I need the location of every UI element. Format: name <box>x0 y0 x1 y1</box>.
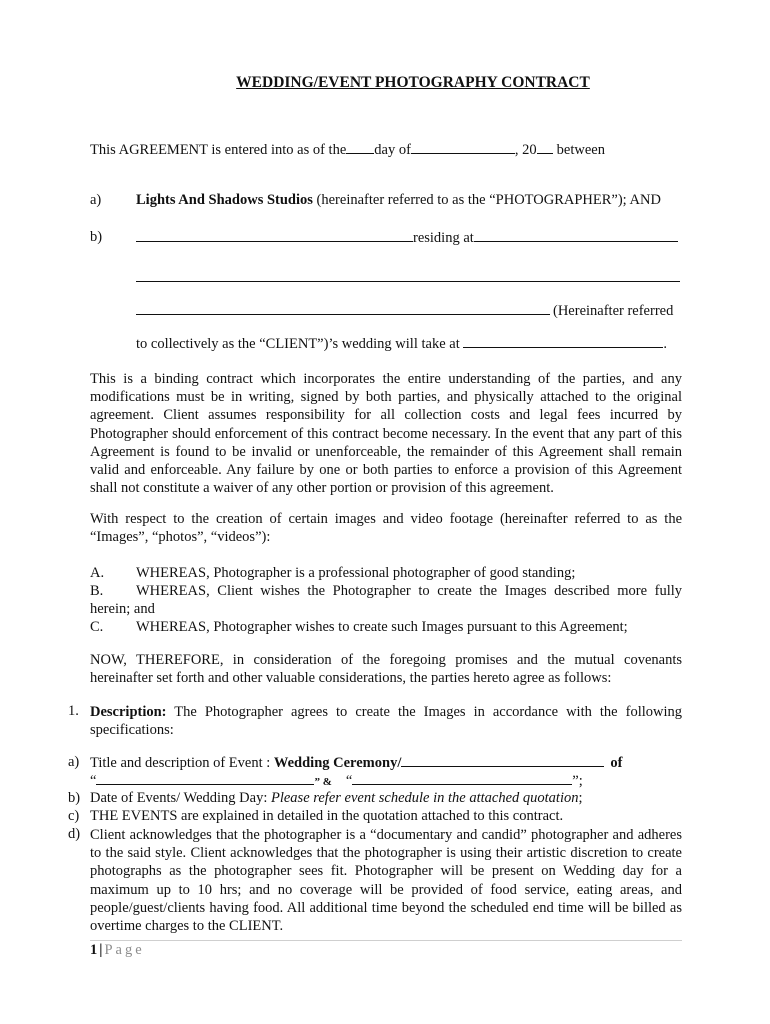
item-b-label: b) <box>68 790 81 806</box>
section-1-description <box>90 703 682 739</box>
page-footer <box>90 942 145 959</box>
footer-divider <box>90 940 682 941</box>
section-1-number: 1. <box>68 703 79 719</box>
item-c-label: c) <box>68 808 80 824</box>
item-b-end: ; <box>578 790 583 806</box>
item-d-text: Client acknowledges that the photographer is a “documentary and candid” photographer and adheres to the said style. Client acknowledges that the photographer is using their artistic discretion to create photographs as the photographer sees fit. Photographer will be present on Wedding day for a maximum up to 10 hrs; and no coverage will be provided of food service, eating areas, and people/guest/clients having food. All additional time beyond the scheduled end time will be billed as overtime charges to the CLIENT. <box>90 827 682 935</box>
year-blank[interactable] <box>537 141 553 154</box>
intro-text-3: , 20 <box>514 142 537 158</box>
item-a-close-amp: ” & <box>314 776 332 788</box>
whereas-a-label: A. <box>90 565 105 581</box>
item-a-line-1 <box>90 754 622 772</box>
item-d-label: d) <box>68 826 81 842</box>
event-title-blank[interactable] <box>401 754 604 767</box>
whereas-b-text: WHEREAS, Client wishes the Photographer to create the Images described more fully <box>136 583 682 599</box>
month-blank[interactable] <box>411 141 515 154</box>
now-therefore-paragraph: NOW, THEREFORE, in consideration of the foregoing promises and the mutual covenants hereinafter set forth and other valuable considerations, the parties hereto agree as follows: <box>90 652 682 687</box>
item-a-text: Title and description of Event : <box>90 755 274 771</box>
name-blank-2[interactable] <box>352 772 572 785</box>
party-a-label: a) <box>90 192 102 208</box>
item-a-open-quote-2: “ <box>345 773 353 789</box>
wedding-ceremony-label: Wedding Ceremony/ <box>273 755 402 771</box>
address-blank-2[interactable] <box>136 302 550 315</box>
intro-text-1: This AGREEMENT is entered into as of the <box>90 142 347 158</box>
item-a-of: of <box>610 755 623 771</box>
whereas-b-continued: herein; and <box>90 601 155 617</box>
wedding-venue-blank[interactable] <box>463 335 663 348</box>
collective-line <box>136 335 667 353</box>
section-1-text: The Photographer agrees to create the Images in accordance with the following specifications: <box>90 704 682 739</box>
respect-paragraph: With respect to the creation of certain images and video footage (hereinafter referred to as the “Images”, “photos”, “videos”): <box>90 511 682 546</box>
hereinafter-line <box>136 302 673 320</box>
collective-text: to collectively as the “CLIENT”)’s wedding will take at <box>136 336 460 352</box>
photographer-name: Lights And Shadows Studios <box>136 192 313 208</box>
item-a-end: ”; <box>572 773 583 789</box>
item-b-italic: Please refer event schedule in the attached quotation <box>270 790 579 806</box>
address-blank-line[interactable] <box>136 281 680 282</box>
page-label: Page <box>104 942 145 958</box>
whereas-c-label: C. <box>90 619 104 635</box>
party-a-text: (hereinafter referred to as the “PHOTOGRAPHER”); AND <box>312 192 661 208</box>
intro-line <box>90 141 605 159</box>
whereas-b-label: B. <box>90 583 104 599</box>
section-1-heading: Description: <box>90 704 167 720</box>
collective-end: . <box>663 336 667 352</box>
party-b-line <box>136 229 678 247</box>
intro-text-4: between <box>556 142 605 158</box>
page-number: 1 <box>90 942 98 958</box>
intro-text-2: day of <box>374 142 411 158</box>
party-a-line <box>136 192 661 209</box>
item-c-text: THE EVENTS are explained in detailed in the quotation attached to this contract. <box>90 808 564 824</box>
client-name-blank[interactable] <box>136 229 413 242</box>
residence-blank[interactable] <box>474 229 678 242</box>
day-blank[interactable] <box>346 141 374 154</box>
binding-paragraph: This is a binding contract which incorporates the entire understanding of the parties, and any modifications must be in writing, signed by both parties, and physically attached to the original agreement. Client assumes responsibility for all collection costs and legal fees incurred by Photographer should enforcement of this contract become necessary. In the event that any part of this Agreement is found to be invalid or unenforceable, the remainder of this Agreement shall remain valid and enforceable. Any failure by one or both parties to enforce a provision of this Agreement shall not constitute a waiver of any other portion or provision of this agreement. <box>90 371 682 497</box>
item-a-line-2 <box>90 772 583 790</box>
hereinafter-text: (Hereinafter referred <box>553 303 674 319</box>
item-a-label: a) <box>68 754 80 770</box>
document-title: WEDDING/EVENT PHOTOGRAPHY CONTRACT <box>236 74 590 91</box>
name-blank-1[interactable] <box>96 772 314 785</box>
item-a-open-quote: “ <box>90 773 97 789</box>
whereas-c-text: WHEREAS, Photographer wishes to create such Images pursuant to this Agreement; <box>136 619 628 635</box>
whereas-a-text: WHEREAS, Photographer is a professional photographer of good standing; <box>136 565 576 581</box>
item-b-text: Date of Events/ Wedding Day: <box>90 790 271 806</box>
item-b-line <box>90 790 583 807</box>
party-b-label: b) <box>90 229 103 245</box>
residing-at-text: residing at <box>413 230 474 246</box>
page-separator: | <box>99 942 103 958</box>
